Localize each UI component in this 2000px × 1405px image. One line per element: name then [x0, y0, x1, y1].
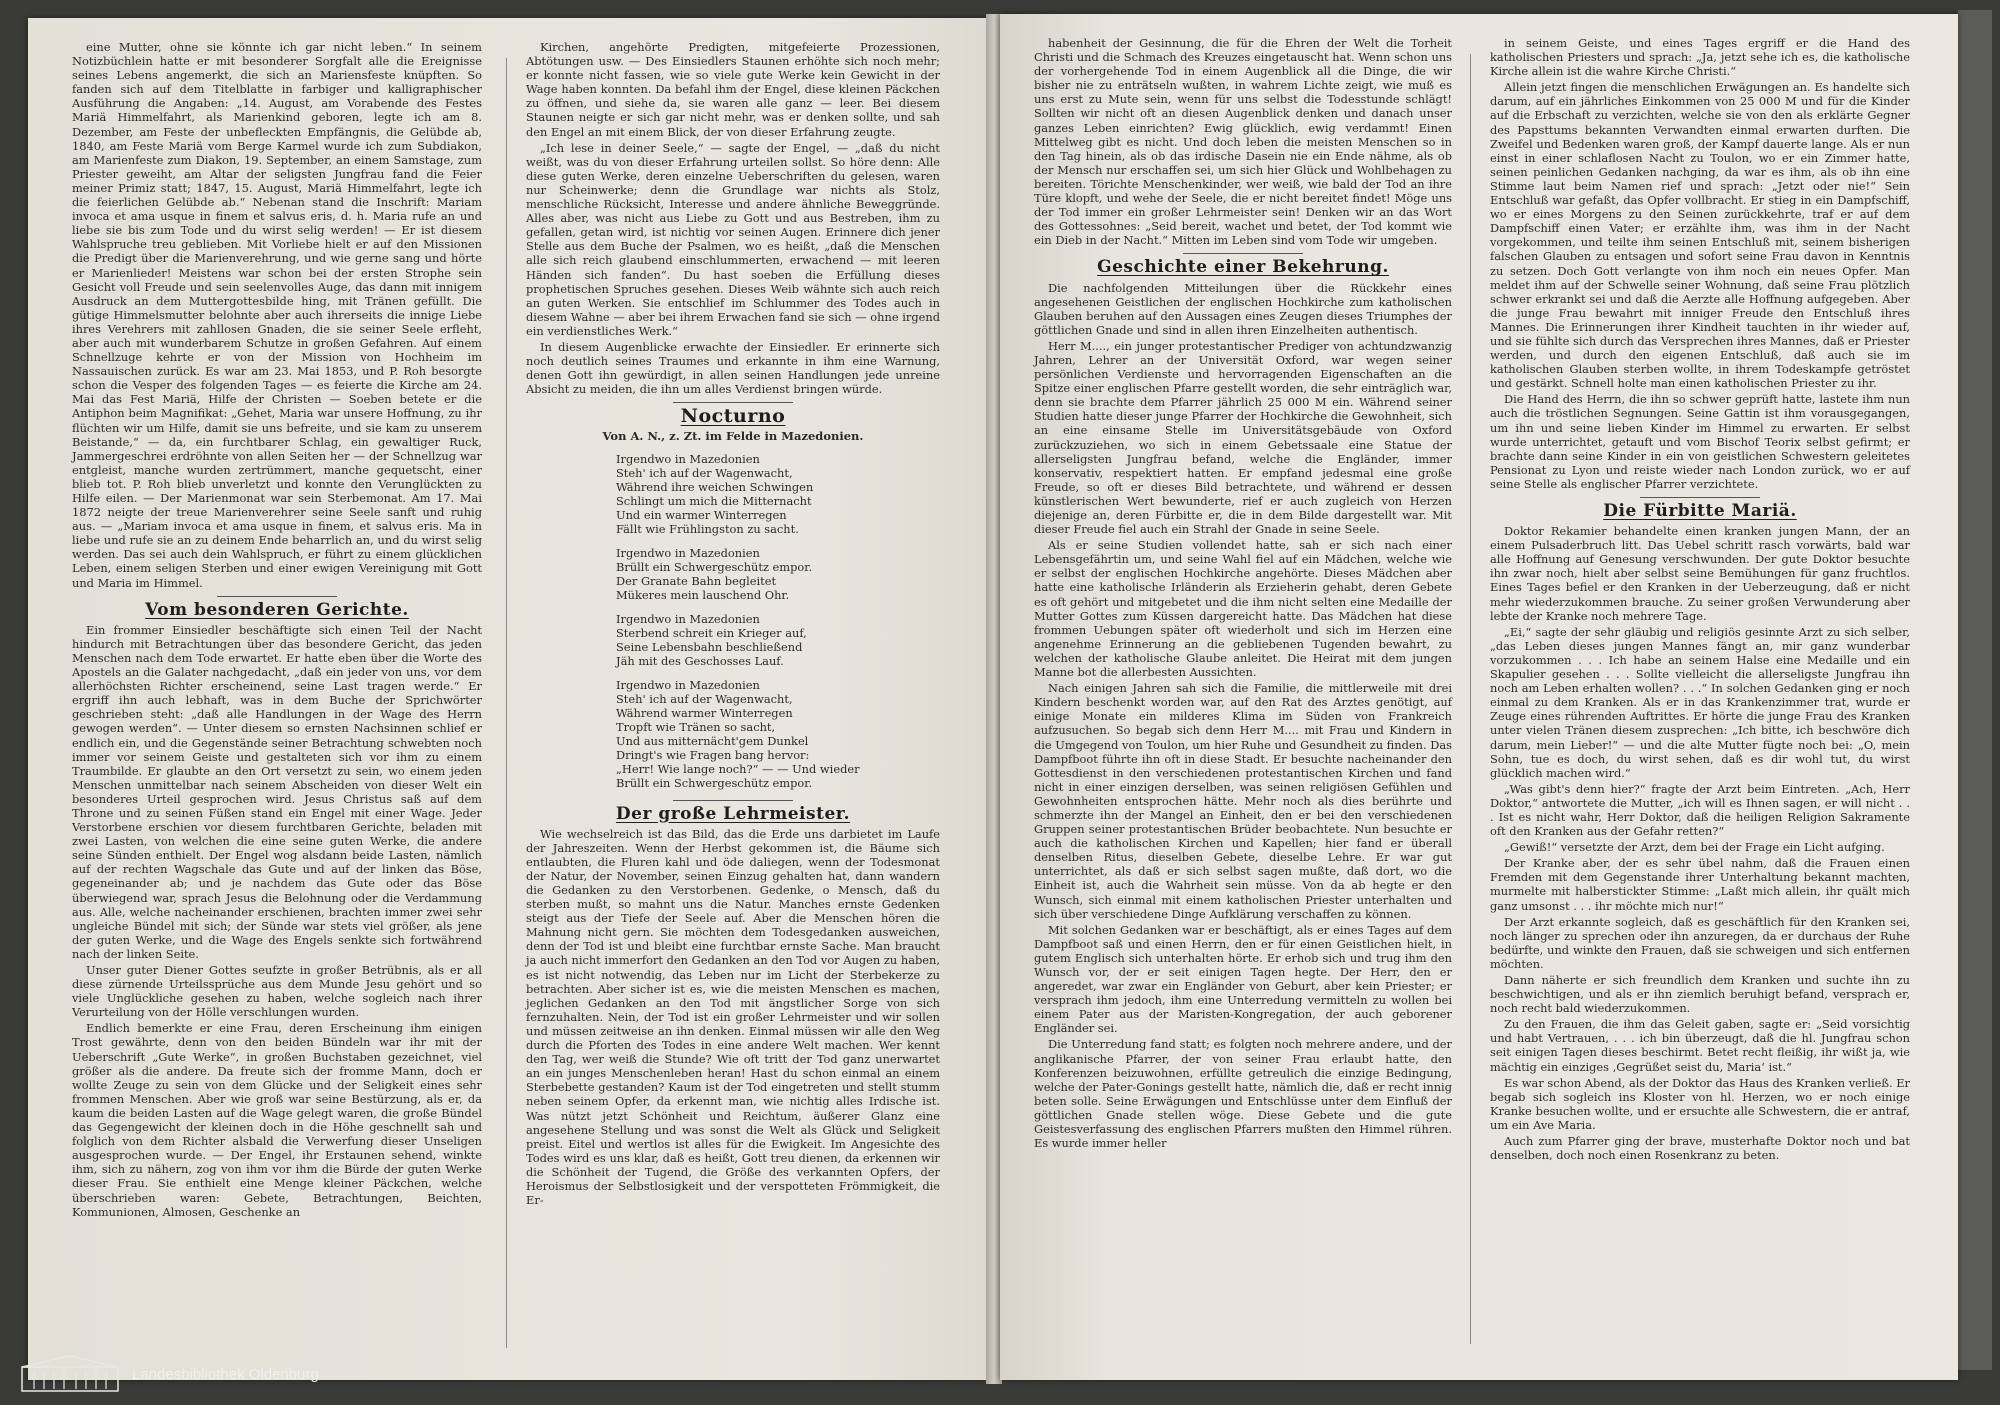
col-text-bottom — [1034, 281, 1452, 1151]
paragraph: Herr M...., ein junger protestantischer Prediger von achtundzwanzig Jahren, Lehrer an der Universität Oxford, war wegen seiner persönlichen Verdienste und hervorragenden Eigenschaften an die Spitze einer englischen Pfarre gestellt worden, die sehr einträglich war, denn sie brachte dem Pfarrer jährlich 25 000 M ein. Während seiner Studien hatte dieser junge Pfarrer der Hochkirche die Gewohnheit, sich an eine einsame Stelle im Universitätsgebäude von Oxford zurückzuziehen, wo sich in einem Gebetssaale eine Statue der allerseligsten Jungfrau befand, welche die Engländer, immer konservativ, respektiert hatten. Er empfand jedesmal eine große Freude, so oft er dieses Bild betrachtete, und während er dessen künstlerischen Wert bewunderte, rief er auch zugleich von Herzen diejenige an, deren Fürbitte er, die in dem Bilde dargestellt war. Mit dieser Freude fiel auch ein Strahl der Gnade in seine Seele. — [1034, 338, 1452, 537]
paragraph: Nach einigen Jahren sah sich die Familie, die mittlerweile mit drei Kindern beschenkt worden war, auf den Rat des Arztes genötigt, auf einige Monate ein milderes Klima im Süden von Frankreich aufzusuchen. So begab sich denn Herr M.... mit Frau und Kindern in die Umgegend von Toulon, um hier Ruhe und Gesundheit zu finden. Das Dampfboot führte ihn oft in diese Stadt. Er besuchte nacheinander den Gottesdienst in den verschiedenen protestantischen Kirchen und fand nicht in einer einzigen derselben, was seinen religiösen Gefühlen und Gewohnheiten entsprochen hätte. Mehr noch als dies berührte und schmerzte ihn der Mangel an Einheit, den er bei den verschiedenen Gruppen seiner protestantischen Brüder beobachtete. Nun besuchte er auch die katholischen Kirchen und Kapellen; hier fand er überall denselben Ritus, dieselben Gebete, dieselbe Lehre. Er war gut unterrichtet, als daß er sich selbst sagen mußte, daß dort, wo die Einheit ist, auch die Wahrheit sein müsse. Von da ab hegte er den Wunsch, sich einmal mit einem katholischen Priester unterhalten und sich über verschiedene Dinge Aufklärung verschaffen zu können. — [1034, 681, 1452, 921]
article-heading: Vom besonderen Gerichte. — [145, 599, 409, 620]
left-page — [28, 18, 988, 1380]
poem-line: Irgendwo in Mazedonien — [616, 545, 760, 560]
paragraph: Wie wechselreich ist das Bild, das die Erde uns darbietet im Laufe der Jahreszeiten. Wenn der Herbst gekommen ist, die Bäume sich entlaubten, die Fluren kahl und öde daliegen, wenn der Todesmonat der Natur, der November, seinen Einzug gehalten hat, dann wandern die Gedanken zu den Verstorbenen. Gedenke, o Mensch, daß du sterben mußt, so mahnt uns die Natur. Manches ernste Gedenken steigt aus der Tiefe der Seele auf. Aber die Menschen hören die Mahnung nicht gern. Sie möchten dem Todesgedanken ausweichen, denn der Tod ist und bleibt eine furchtbar ernste Sache. Man braucht ja auch nicht immerfort den Gedanken an den Tod vor Augen zu haben, es ist nicht notwendig, das Leben nur im Licht der Sterbekerze zu betrachten. Aber sicher ist es, wie die meisten Menschen es machen, jeglichen Gedanken an den Tod mit ängstlicher Sorge von sich fernzuhalten. Nein, der Tod ist ein großer Lehrmeister und wir sollen und müssen zeitweise an ihn denken. Einmal müssen wir alle den Weg durch die Pforten des Todes in eine andere Welt machen. Wer kennt den Tag, wer weiß die Stunde? Wie oft tritt der Tod ganz unerwartet an ein junges Menschenleben heran! Hast du schon einmal an einem Sterbebette gestanden? Kaum ist der Tod eingetreten und stellt stumm neben seinem Opfer, da erkennt man, wie nichtig alles Irdische ist. Was nützt jetzt Schönheit und Reichtum, äußerer Glanz eine angesehene Stellung und was sonst die Welt als Glück und Seligkeit preist. Eitel und wertlos ist alles für die Ewigkeit. Im Angesichte des Todes wird es uns klar, daß es heißt, Gott treu dienen, da erkennen wir die Schönheit der Tugend, die Größe des verkannten Opfers, der Heroismus der Selbstlosigkeit und der verspotteten Frömmigkeit, die Er- — [526, 826, 940, 1208]
paragraph: Der Kranke aber, der es sehr übel nahm, daß die Frauen einen Fremden mit dem Gegenstande ihrer Unterhaltung bekannt machten, murmelte mit halberstickter Stimme: „Laßt mich allein, ihr quält mich ganz umsonst . . . ihr möchte mich nur!“ — [1490, 856, 1910, 913]
col-text-bottom — [72, 623, 482, 1219]
paragraph: Dann näherte er sich freundlich dem Kranken und suchte ihn zu beschwichtigen, und als er ihn ziemlich beruhigt befand, versprach er, noch recht bald wiederzukommen. — [1490, 973, 1910, 1016]
poem-body — [616, 452, 940, 790]
col-text-top — [1034, 36, 1452, 247]
poem-line: Irgendwo in Mazedonien — [616, 677, 760, 692]
article-heading: Geschichte einer Bekehrung. — [1097, 257, 1389, 278]
paragraph: Doktor Rekamier behandelte einen kranken jungen Mann, der an einem Pulsaderbruch litt. Das Uebel schritt rasch vorwärts, bald war alle Hoffnung auf Genesung verschwunden. Der gute Doktor besuchte ihn zwar noch, hielt aber selbst seine Bemühungen für ganz fruchtlos. Eines Tages befiel er den Kranken in der Ueberzeugung, daß er nicht mehr wiederzukommen brauche. Zu seiner großen Verwunderung aber lebte der Kranke noch mehrere Tage. — [1490, 524, 1910, 623]
poem-byline: Von A. N., z. Zt. im Felde in Mazedonien. — [602, 429, 864, 444]
poem-line: Während warmer Winterregen — [616, 705, 793, 720]
poem-stanza — [616, 612, 940, 668]
separator-rule — [1640, 497, 1760, 498]
article-heading: Der große Lehrmeister. — [615, 803, 851, 824]
paragraph: Die Unterredung fand statt; es folgten noch mehrere andere, und der anglikanische Pfarrer, der von seiner Frau erlaubt hatte, den Konferenzen beizuwohnen, erfüllte getreulich die einzige Bedingung, welche der Pater-Gonings gestellt hatte, nämlich die, daß er recht innig beten solle. Seine Erwägungen und Entschlüsse unter dem Einfluß der göttlichen Gnade stellen wöge. Diese Gebete und die gute Geistesverfassung des englischen Pfarrers mußten den Himmel rühren. Es wurde immer heller — [1034, 1037, 1452, 1151]
separator-rule — [673, 800, 793, 801]
paragraph: In diesem Augenblicke erwachte der Einsiedler. Er erinnerte sich noch deutlich seines Traumes und erkannte in ihm eine Warnung, denen Gott ihn gewürdigt, in allen seinen Handlungen jede unreine Absicht zu meiden, die ihn um alles Verdienst bringen würde. — [526, 339, 940, 397]
paragraph: Mit solchen Gedanken war er beschäftigt, als er eines Tages auf dem Dampfboot saß und einen Herrn, den er für einen Geistlichen hielt, in gutem Englisch sich unterhalten hörte. Er erhob sich und trug ihm den Wunsch vor, der er seit einigen Tagen hegte. Der Herr, den er angeredet, war zwar ein Engländer von Geburt, aber kein Priester; er versprach ihm jedoch, ihm eine Unterredung vermitteln zu wollen bei einem Pater aus der Maristen-Kongregation, der auch geborener Engländer sei. — [1034, 922, 1452, 1036]
right-page-column-2 — [1490, 36, 1910, 1164]
paragraph: Die nachfolgenden Mitteilungen über die Rückkehr eines angesehenen Geistlichen der englischen Hochkirche zum katholischen Glauben beruhen auf den Aussagen eines Zeugen dieses Triumphes der göttlichen Gnade und sind in allen ihren Einzelheiten authentisch. — [1034, 280, 1452, 337]
right-page — [1000, 14, 1958, 1380]
poem-line: Und aus mitternächt'gem Dunkel — [616, 733, 809, 748]
left-page-column-2 — [526, 40, 940, 1209]
poem-line: Brüllt ein Schwergeschütz empor. — [616, 559, 813, 574]
poem-line: Irgendwo in Mazedonien — [616, 611, 760, 626]
binding-edge — [1958, 10, 1992, 1370]
poem-line: Tropft wie Tränen so sacht, — [616, 719, 776, 734]
poem-title: Nocturno — [680, 405, 786, 428]
paragraph: Es war schon Abend, als der Doktor das Haus des Kranken verließ. Er begab sich sogleich ins Kloster von hl. Herzen, wo er noch einige Kranke besuchen wollte, und er ersuchte alle Schwestern, die er antraf, um ein Ave Maria. — [1490, 1075, 1910, 1132]
poem-line: Steh' ich auf der Wagenwacht, — [616, 465, 793, 480]
separator-rule — [673, 402, 793, 403]
poem-line: Während ihre weichen Schwingen — [616, 479, 814, 494]
paragraph: Kirchen, angehörte Predigten, mitgefeierte Prozessionen, Abtötungen usw. — Des Einsiedlers Staunen erhöhte sich noch mehr; er konnte nicht fassen, wie so viele gute Werke kein Gewicht in der Wage haben konnten. Da befahl ihm der Engel, diese kleinen Päckchen zu öffnen, und siehe da, sie waren alle ganz — leer. Bei diesem Staunen neigte er sich gar nicht mehr, was er denken sollte, und sah den Engel an mit einem Blick, der von dieser Erfahrung zeugte. — [526, 40, 940, 139]
poem-stanza — [616, 452, 940, 536]
poem-line: Dringt's wie Fragen bang hervor: — [616, 747, 810, 762]
paragraph: Endlich bemerkte er eine Frau, deren Erscheinung ihm einigen Trost gewährte, denn von den beiden Bündeln war ihr mit der Ueberschrift „Gute Werke“, in großen Buchstaben gezeichnet, viel größer als die andere. Da freute sich der fromme Mann, doch er wollte Zeuge zu sein von dem Glücke und der Seligkeit eines sehr frommen Menschen. Aber wie groß war seine Bestürzung, als er, da kaum die beiden Lasten auf die Wage gelegt waren, die große Bündel das Gegengewicht der kleinen doch in die Höhe geschnellt sah und folglich von dem Richter alsbald die Verwerfung dieser Unseligen ausgesprochen wurde. — Der Engel, ihr Erstaunen sehend, winkte ihm, sich zu nähern, zog von ihm vor ihm die Bürde der guten Werke dieser Frau. Sie enthielt eine Menge kleiner Päckchen, welche überschrieben waren: Gebete, Betrachtungen, Beichten, Kommunionen, Almosen, Geschenke an — [72, 1021, 482, 1219]
paragraph: „Ich lese in deiner Seele,“ — sagte der Engel, — „daß du nicht weißt, was du von dieser Erfahrung urteilen sollst. So höre denn: Alle diese guten Werke, deren einzelne Ueberschriften du gelesen, waren nur Scheinwerke; denn die Grundlage war nichts als Stolz, menschliche Rücksicht, Interesse und andere ähnliche Beweggründe. Alles aber, was nicht aus Liebe zu Gott und aus Bestreben, ihm zu gefallen, getan wird, ist nichtig vor seinen Augen. Erinnere dich jener Stelle aus dem Buche der Psalmen, wo es heißt, „daß die Menschen alle sich reich glaubend einschlummerten, erwachend — mit leeren Händen sich fanden“. Du hast soeben die Erfüllung dieses prophetischen Spruches gesehen. Dieses Weib wähnte sich auch reich an guten Werken. Sie entschlief im Schlummer des Todes auch in diesem Wahne — aber bei ihrem Erwachen fand sie sich — ohne irgend ein verdienstliches Werk.“ — [526, 140, 940, 338]
poem-stanza — [616, 546, 940, 602]
poem-stanza — [616, 678, 940, 790]
left-page-column-1 — [72, 40, 482, 1221]
paragraph: Allein jetzt fingen die menschlichen Erwägungen an. Es handelte sich darum, auf ein jährliches Einkommen von 25 000 M und für die Kinder auf die Erbschaft zu verzichten, welche sie von den als erklärte Gegner des Papsttums bekannten Verwandten einmal erwarten durften. Die Zweifel und Bedenken waren groß, der Kampf dauerte lange. Als er nun einst in einer schlaflosen Nacht zu Toulon, wo er ein Zimmer hatte, seinen peinlichen Gedanken nachging, da war es ihm, als ob ihn eine Stimme laut beim Namen rief und sprach: „Jetzt oder nie!“ Sein Entschluß war gefaßt, das Opfer vollbracht. Er stieg in ein Dampfschiff, wo er eines Morgens zu den Seinen zurückkehrte, traf er auf dem Dampfschiff einen Vater; er erzählte ihm, was ihm in der Nacht vorgekommen, und teilte ihm seinen Entschluß mit, seinem bisherigen falschen Glauben zu entsagen und sofort seine Frau davon in Kenntnis zu setzen. Doch Gott verlangte von ihm noch ein neues Opfer. Man meldet ihm auf der Schwelle seiner Wohnung, daß seine Frau plötzlich schwer erkrankt sei und daß die Aerzte alle Hoffnung aufgegeben. Aber die junge Frau bewahrt mit inniger Freude den Entschluß ihres Mannes. Die Erinnerungen ihrer Kindheit tauchten in ihr wieder auf, und sie fühlte sich durch das Versprechen ihres Mannes, daß er Priester werden, und durch den eigenen Entschluß, daß auch sie im katholischen Glauben sterben wollte, in ihrem Todeskampfe getröstet und gestärkt. Schnell holte man einen katholischen Priester zu ihr. — [1490, 80, 1910, 391]
paragraph: „Gewiß!“ versetzte der Arzt, dem bei der Frage ein Licht aufging. — [1504, 840, 1885, 855]
poem-line: Schlingt um mich die Mitternacht — [616, 493, 812, 508]
col-text-top — [72, 40, 482, 590]
library-building-icon — [20, 1353, 120, 1393]
poem-line: Jäh mit des Geschosses Lauf. — [616, 653, 784, 668]
col-text-bottom — [526, 827, 940, 1208]
paragraph: Ein frommer Einsiedler beschäftigte sich einen Teil der Nacht hindurch mit Betrachtungen über das besondere Gericht, das jeden Menschen nach dem Tode erwartet. Er hatte eben über die Worte des Apostels an die Galater nachgedacht, „daß ein jeder von uns, vor dem allerhöchsten Richter erscheinend, seine Last tragen werde.“ Er ergriff ihn auch lebhaft, was in dem Buche der Sprichwörter geschrieben steht: „daß alle Handlungen in der Wage des Herrn gewogen werden“. — Unter diesem so ernsten Nachsinnen schlief er endlich ein, und die Gegenstände seiner Betrachtung schwebten noch immer vor seinem Geiste und gestalteten sich vor ihm zu einem Traumbilde. Er glaubte an den Ort versetzt zu sein, wo einem jeden Menschen unmittelbar nach seinem Abscheiden von dieser Welt ein besonderes Urteil gesprochen wird. Jesus Christus saß auf dem Throne und zu seinen Füßen stand ein Engel mit einer Wage. Jeder Verstorbene erschien vor diesem furchtbaren Gerichte, beladen mit zwei Lasten, von welchen die eine seine guten Werke, die andere seine Sünden enthielt. Der Engel wog alsdann beide Lasten, nämlich auf der rechten Wagschale das Gute und auf der linken das Böse, gegeneinander ab; und je nachdem das Gute oder das Böse überwiegend war, sprach Jesus die Belohnung oder die Verdammung aus. Alle, welche nacheinander erschienen, brachten immer zwei sehr ungleiche Bündel mit sich; der Sünde war stets viel größer, als jene der guten Werke, und die Wage des Engels senkte sich fortwährend nach der linken Seite. — [72, 622, 482, 961]
paragraph: „Was gibt's denn hier?“ fragte der Arzt beim Eintreten. „Ach, Herr Doktor,“ antwortete die Mutter, „ich will es Ihnen sagen, er will nicht . . . Ist es nicht wahr, Herr Doktor, daß die heiligen Religion Sakramente oft den Kranken aus der Gefahr retten?“ — [1490, 781, 1910, 839]
poem-line: Irgendwo in Mazedonien — [616, 451, 760, 466]
poem-line: Steh' ich auf der Wagenwacht, — [616, 691, 793, 706]
library-name[interactable]: Landesbibliothek Oldenburg — [132, 1366, 319, 1383]
poem-line: Mükeres mein lauschend Ohr. — [616, 587, 790, 602]
paragraph: Auch zum Pfarrer ging der brave, musterhafte Doktor noch und bat denselben, doch noch einen Rosenkranz zu beten. — [1490, 1134, 1910, 1163]
paragraph: Zu den Frauen, die ihm das Geleit gaben, sagte er: „Seid vorsichtig und habt Vertrauen, . . . ich bin überzeugt, daß die hl. Jungfrau schon seit einigen Tagen dieses beschirmt. Betet recht fleißig, ihr wißt ja, wie mächtig ein einziges ‚Gegrüßet seist du, Maria‘ ist.“ — [1490, 1017, 1910, 1074]
column-divider — [506, 58, 507, 1348]
article-heading: Die Fürbitte Mariä. — [1603, 501, 1797, 521]
separator-rule — [1183, 253, 1303, 254]
col-text-top — [526, 40, 940, 396]
poem-line: „Herr! Wie lange noch?“ — — Und wieder — [616, 761, 860, 776]
paragraph: Die Hand des Herrn, die ihn so schwer geprüft hatte, lastete ihm nun auch die tröstlichen Segnungen. Seine Gattin ist ihm vorausgegangen, um ihn und seine lieben Kinder im Himmel zu erwarten. Er selbst wurde unterrichtet, getauft und vom Bischof Teorix selbst gefirmt; er brachte dann seine Kinder in ein von geistlichen Schwestern geleitetes Pensionat zu Lyon und reiste wieder nach London zurück, wo er auf seine Stelle als englischer Pfarrer verzichtete. — [1490, 392, 1910, 491]
paragraph: „Ei,“ sagte der sehr gläubig und religiös gesinnte Arzt zu sich selber, „das Leben dieses jungen Mannes fängt an, mir ganz wunderbar vorzukommen . . . Ich habe an seinem Halse eine Medaille und ein Skapulier gesehen . . . Sollte vielleicht die allerseligste Jungfrau ihn noch am Leben erhalten wollen? . . .“ In solchen Gedanken ging er noch einmal zu dem Kranken. Als er in das Krankenzimmer trat, wurde er Zeuge eines rührenden Auftrittes. Er hörte die junge Frau des Kranken unter vielen Tränen diesem zusprechen: „Ich bitte, ich beschwöre dich darum, mein Lieber!“ — und die alte Mutter fügte noch bei: „O, mein Sohn, tue es doch, du wirst sehen, daß es dir wohl tut, du wirst glücklich machen wird.“ — [1490, 624, 1910, 780]
paragraph: habenheit der Gesinnung, die für die Ehren der Welt die Torheit Christi und die Schmach des Kreuzes eingetauscht hat. Wenn schon uns der vorhergehende Tod in einem Augenblick all die Dinge, die wir bisher nie zu enträtseln wußten, in wahrem Lichte zeigt, wie muß es uns erst zu Mute sein, wenn für uns selbst die Todesstunde schlägt! Sollten wir nicht oft an diesen Augenblick denken und danach unser ganzes Leben einrichten? Ewig glücklich, ewig verdammt! Einen Mittelweg gibt es nicht. Und doch leben die meisten Menschen so in den Tag hinein, als ob das irdische Dasein nie ein Ende nähme, als ob der Mensch nur erschaffen sei, um sich hier Glück und Wohlbehagen zu bereiten. Törichte Menschenkinder, wer weiß, wie bald der Tod an ihre Türe klopft, und wehe der Seele, die er nicht bereitet findet! Möge uns der Tod immer ein großer Lehrmeister sein! Denken wir an das Wort des Gottessohnes: „Seid bereit, wachet und betet, der Tod kommt wie ein Dieb in der Nacht.“ Mitten im Leben sind vom Tode wir umgeben. — [1034, 36, 1452, 248]
paragraph: Als er seine Studien vollendet hatte, sah er sich nach einer Lebensgefährtin um, und seine Wahl fiel auf ein Mädchen, welche wie er selbst der englischen Hochkirche angehörte. Dieses Mädchen aber hatte eine katholische Irländerin als Erzieherin gehabt, deren Gebete es oft gehört und mitgebetet und die ihm nicht selten eine Medaille der Mutter Gottes zum Küssen dargereicht hatte. Das Mädchen hat diese frommen Uebungen später oft wiederholt und sich im Herzen eine angenehme Erinnerung an die gebliebenen Tugenden bewahrt, zu welchen der katholische Glaube anleitet. Die Heirat mit dem jungen Manne bot die allerbesten Aussichten. — [1034, 538, 1452, 680]
paragraph: Unser guter Diener Gottes seufzte in großer Betrübnis, als er all diese zürnende Urteilssprüche aus dem Munde Jesu gehört und so viele Unglückliche gesehen zu haben, welche sogleich nach ihrer Verurteilung von der Hölle verschlungen wurden. — [72, 963, 482, 1020]
column-divider — [1470, 54, 1471, 1344]
poem-line: Der Granate Bahn begleitet — [616, 573, 777, 588]
poem-line: Fällt wie Frühlingston zu sacht. — [616, 521, 799, 536]
col-text-top — [1490, 36, 1910, 491]
poem-line: Seine Lebensbahn beschließend — [616, 639, 803, 654]
paragraph: in seinem Geiste, und eines Tages ergriff er die Hand des katholischen Priesters und sprach: „Ja, jetzt sehe ich es, die katholische Kirche allein ist die wahre Kirche Christi.“ — [1490, 36, 1910, 79]
right-page-column-1 — [1034, 36, 1452, 1152]
poem-line: Brüllt ein Schwergeschütz empor. — [616, 775, 813, 790]
paragraph: eine Mutter, ohne sie könnte ich gar nicht leben.“ In seinem Notizbüchlein hatte er mit besonderer Sorgfalt alle die Ereignisse seines Lebens angemerkt, die sich an Mariensfeste knüpften. So fanden sich auf dem Titelblatte in farbiger und kalligraphischer Ausführung die Angaben: „14. August, am Vorabende des Festes Mariä Himmelfahrt, als Marienkind geboren, legte ich am 8. Dezember, am Feste der unbefleckten Empfängnis, die Gelübde ab, 1840, am Feste Mariä vom Berge Karmel wurde ich zum Subdiakon, am Marienfeste zum Diakon, 19. September, an einem Samstage, zum Priester geweiht, am Altar der seligsten Jungfrau fand die Feier meiner Primiz statt; 1847, 15. August, Mariä Himmelfahrt, legte ich die feierlichen Gelübde ab.“ Nebenan stand die Inschrift: Mariam invoca et ama usque in finem et salvus eris, d. h. Maria rufe an und liebe sie bis zum Tode und du wirst selig werden! — Er ist diesem Wahlspruche treu geblieben. Mit Vorliebe hielt er auf den Missionen die Predigt über die Marienverehrung, und wie gerne sang und hörte er Marienlieder! Meistens war schon bei der ersten Strophe sein Gesicht voll Freude und sein seelenvolles Auge, das dann mit innigem Ausdruck an dem Muttergottesbilde hing, mit Tränen gefüllt. Die gütige Himmelsmutter belohnte aber auch ihrerseits die innige Liebe ihres Verehrers mit zahllosen Gnaden, die sie seiner Seele erfleht, aber auch mit wunderbarem Schutze in großen Gefahren. Auf einem Schnellzuge kehrte er von der Mission von Hochheim im Nassauischen zurück. Es war am 23. Mai 1853, und P. Roh besorgte schon die Vesper des folgenden Tages — es feierte die Kirche am 24. Mai das Fest Mariä, Hilfe der Christen — Soeben betete er die Antiphon beim Magnifikat: „Gehet, Maria war unsere Hoffnung, zu ihr flüchten wir um Hilfe, damit sie uns befreite, und sie kam zu unserem Beistande,“ — da, ein furchtbarer Schlag, ein gewaltiger Ruck, Jammergeschrei erdröhnte von allen Seiten her — der Schnellzug war entgleist, manche wurden zertrümmert, manche gequetscht, einer blieb tot. P. Roh blieb unverletzt und konnte den Verunglückten zu Hilfe eilen. — Der Marienmonat war sein Sterbemonat. Am 17. Mai 1872 neigte der treue Marienverehrer seine Seele sanft und ruhig aus. — „Mariam invoca et ama usque in finem, et salvus eris. Ma in liebe und rufe sie an zu deinem Ende beharrlich an, und du wirst selig werden. Das sei auch dein Wahlspruch, er führt zu einem glücklichen Leben, einem seligen Sterben und einer ewigen Vereinigung mit Gott und Maria im Himmel. — [72, 40, 482, 590]
poem-line: Sterbend schreit ein Krieger auf, — [616, 625, 807, 640]
poem-line: Und ein warmer Winterregen — [616, 507, 787, 522]
col-text-bottom — [1490, 524, 1910, 1162]
paragraph: Der Arzt erkannte sogleich, daß es geschäftlich für den Kranken sei, noch länger zu sprechen oder ihn anzuregen, da er durchaus der Ruhe bedürfte, und winkte den Frauen, daß sie schweigen und sich entfernen möchten. — [1490, 914, 1910, 971]
separator-rule — [217, 596, 337, 597]
